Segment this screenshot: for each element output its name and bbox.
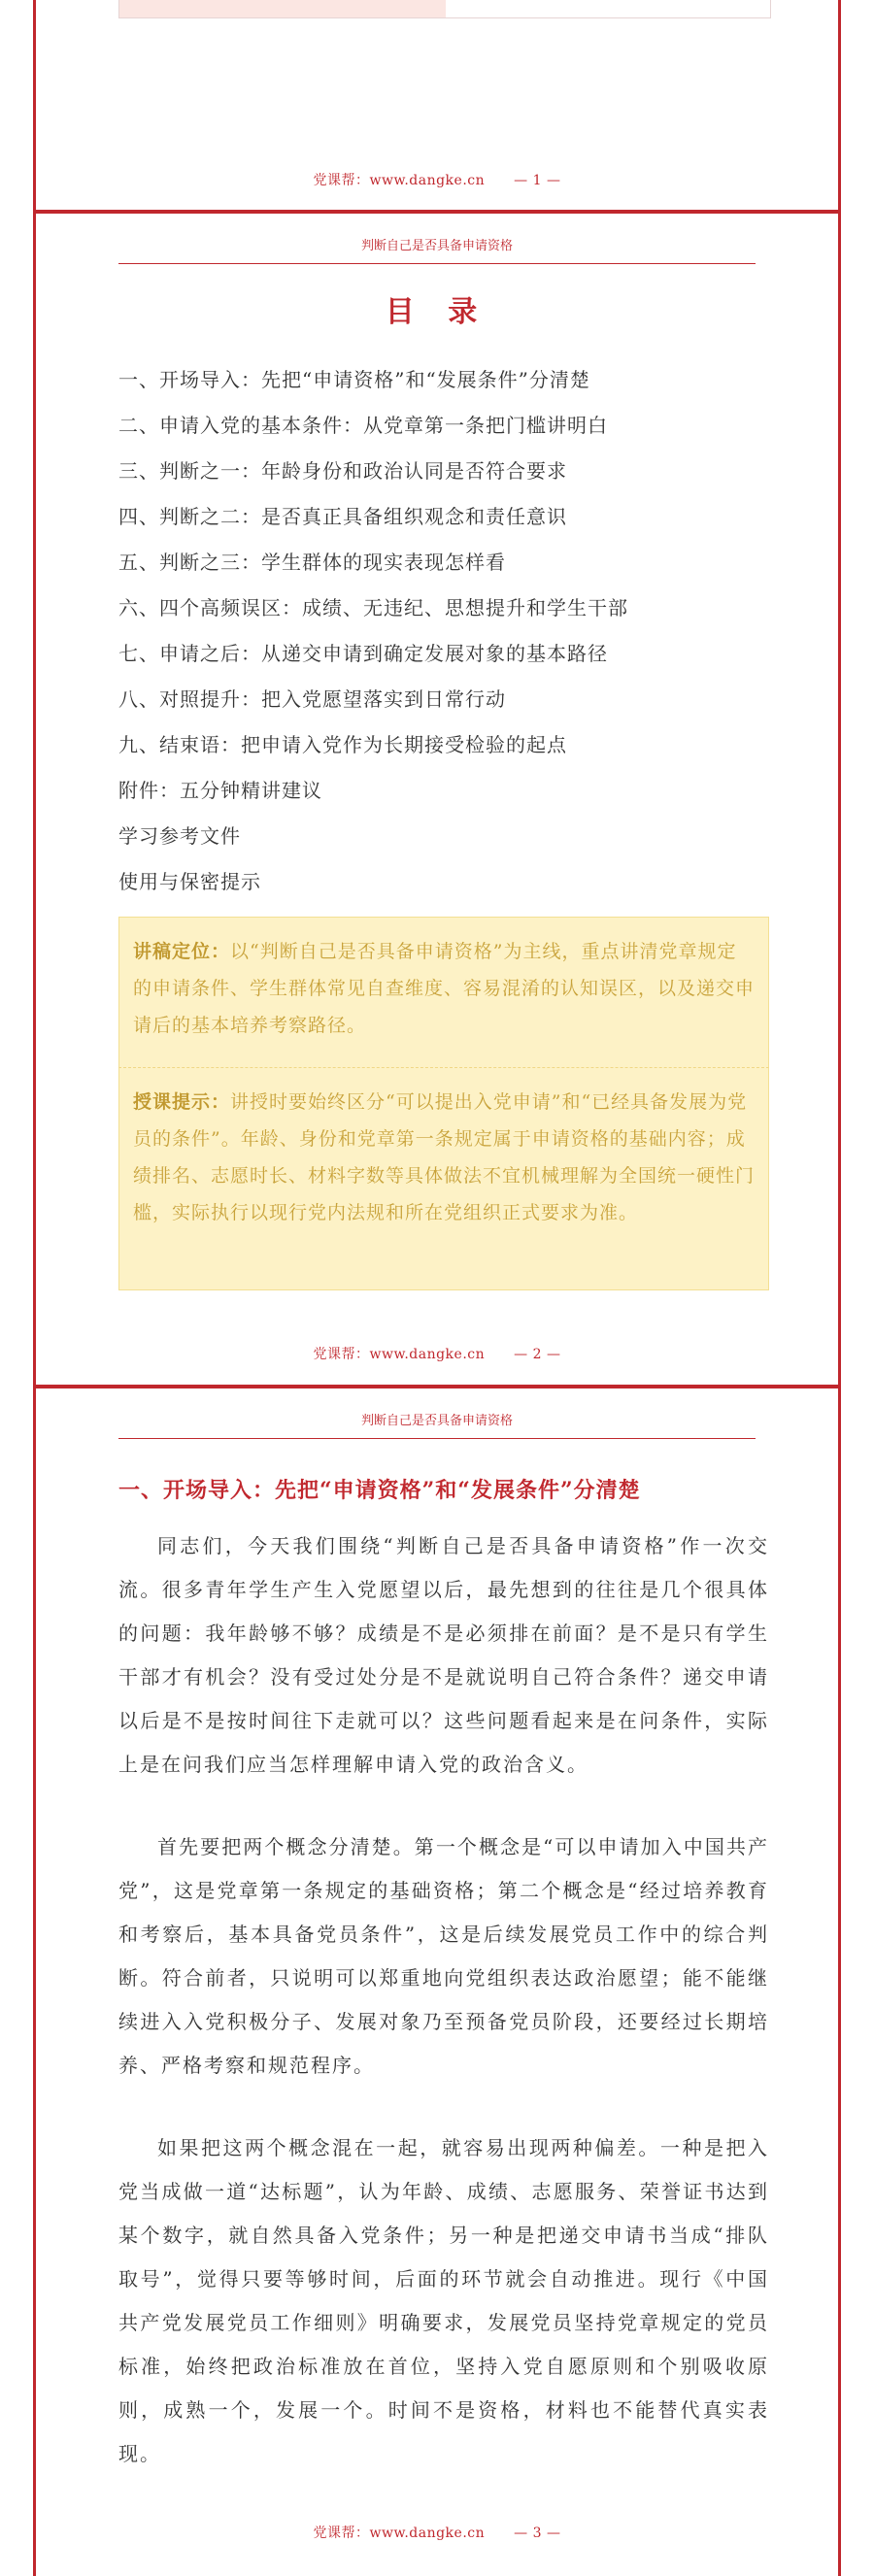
toc-title: 目 录 bbox=[385, 295, 489, 329]
toc-item[interactable]: 八、对照提升：把入党愿望落实到日常行动 bbox=[118, 687, 506, 711]
toc-item[interactable]: 九、结束语：把申请入党作为长期接受检验的起点 bbox=[118, 733, 567, 756]
page-footer bbox=[36, 2523, 838, 2542]
toc-item[interactable]: 七、申请之后：从递交申请到确定发展对象的基本路径 bbox=[118, 642, 608, 665]
body-paragraph: 首先要把两个概念分清楚。第一个概念是“可以申请加入中国共产党”，这是党章第一条规定的基础资格；第二个概念是“经过培养教育和考察后，基本具备党员条件”，这是后续发展党员工作中的综合判断。符合前者，只说明可以郑重地向党组织表达政治愿望；能不能继续进入入党积极分子、发展对象乃至预备党员阶段，还要经过长期培养、严格考察和规范程序。 bbox=[118, 1835, 769, 2077]
notice-label: 授课提示： bbox=[133, 1091, 231, 1113]
body-paragraph: 同志们，今天我们围绕“判断自己是否具备申请资格”作一次交流。很多青年学生产生入党愿望以后，最先想到的往往是几个很具体的问题：我年龄够不够？成绩是不是必须排在前面？是不是只有学生干部才有机会？没有受过处分是不是就说明自己符合条件？递交申请以后是不是按时间往下走就可以？这些问题看起来是在问条件，实际上是在问我们应当怎样理解申请入党的政治含义。 bbox=[118, 1534, 769, 1776]
toc-item[interactable]: 四、判断之二：是否真正具备组织观念和责任意识 bbox=[118, 505, 567, 528]
positioning-notice bbox=[118, 917, 769, 1067]
notice-text: 讲授时要始终区分“可以提出入党申请”和“已经具备发展为党员的条件”。年龄、身份和党章第一条规定属于申请资格的基础内容；成绩排名、志愿时长、材料字数等具体做法不宜机械理解为全国统一硬性门槛，实际执行以现行党内法规和所在党组织正式要求为准。 bbox=[133, 1091, 756, 1223]
footer-page-number: — 1 — bbox=[514, 173, 561, 188]
page-footer bbox=[36, 1344, 838, 1363]
footer-site: 党课帮：www.dangke.cn bbox=[313, 173, 486, 188]
toc-item[interactable]: 一、开场导入：先把“申请资格”和“发展条件”分清楚 bbox=[118, 368, 590, 391]
footer-page-number: — 2 — bbox=[514, 1347, 561, 1362]
toc-item[interactable]: 学习参考文件 bbox=[118, 824, 241, 848]
table-cell-shaded bbox=[119, 0, 446, 17]
footer-site: 党课帮：www.dangke.cn bbox=[313, 1347, 486, 1362]
footer-page-number: — 3 — bbox=[514, 2526, 561, 2541]
page-1 bbox=[33, 0, 841, 210]
notice-text: 以“判断自己是否具备申请资格”为主线，重点讲清党章规定的申请条件、学生群体常见自查维度、容易混淆的认知误区，以及递交申请后的基本培养考察路径。 bbox=[133, 941, 756, 1036]
toc-item[interactable]: 三、判断之一：年龄身份和政治认同是否符合要求 bbox=[118, 459, 567, 483]
toc-list bbox=[118, 357, 769, 905]
page-2 bbox=[33, 214, 841, 1385]
page-header: 判断自己是否具备申请资格 bbox=[118, 235, 756, 264]
notice-label: 讲稿定位： bbox=[133, 941, 231, 962]
page-header: 判断自己是否具备申请资格 bbox=[118, 1410, 756, 1439]
page-3 bbox=[33, 1388, 841, 2576]
toc-item[interactable]: 附件：五分钟精讲建议 bbox=[118, 779, 322, 802]
toc-item[interactable]: 五、判断之三：学生群体的现实表现怎样看 bbox=[118, 551, 506, 574]
table-cell bbox=[446, 0, 770, 17]
toc-item[interactable]: 六、四个高频误区：成绩、无违纪、思想提升和学生干部 bbox=[118, 596, 628, 619]
teaching-tip-notice bbox=[118, 1067, 769, 1290]
table-remnant bbox=[118, 0, 771, 18]
toc-item[interactable]: 二、申请入党的基本条件：从党章第一条把门槛讲明白 bbox=[118, 414, 608, 437]
section-title: 一、开场导入：先把“申请资格”和“发展条件”分清楚 bbox=[118, 1478, 641, 1503]
page-footer bbox=[36, 170, 838, 189]
body-paragraph: 如果把这两个概念混在一起，就容易出现两种偏差。一种是把入党当成做一道“达标题”，认为年龄、成绩、志愿服务、荣誉证书达到某个数字，就自然具备入党条件；另一种是把递交申请书当成“排队取号”，觉得只要等够时间，后面的环节就会自动推进。现行《中国共产党发展党员工作细则》明确要求，发展党员坚持党章规定的党员标准，始终把政治标准放在首位，坚持入党自愿原则和个别吸收原则，成熟一个，发展一个。时间不是资格，材料也不能替代真实表现。 bbox=[118, 2136, 769, 2465]
footer-site: 党课帮：www.dangke.cn bbox=[313, 2526, 486, 2541]
toc-item[interactable]: 使用与保密提示 bbox=[118, 870, 261, 893]
